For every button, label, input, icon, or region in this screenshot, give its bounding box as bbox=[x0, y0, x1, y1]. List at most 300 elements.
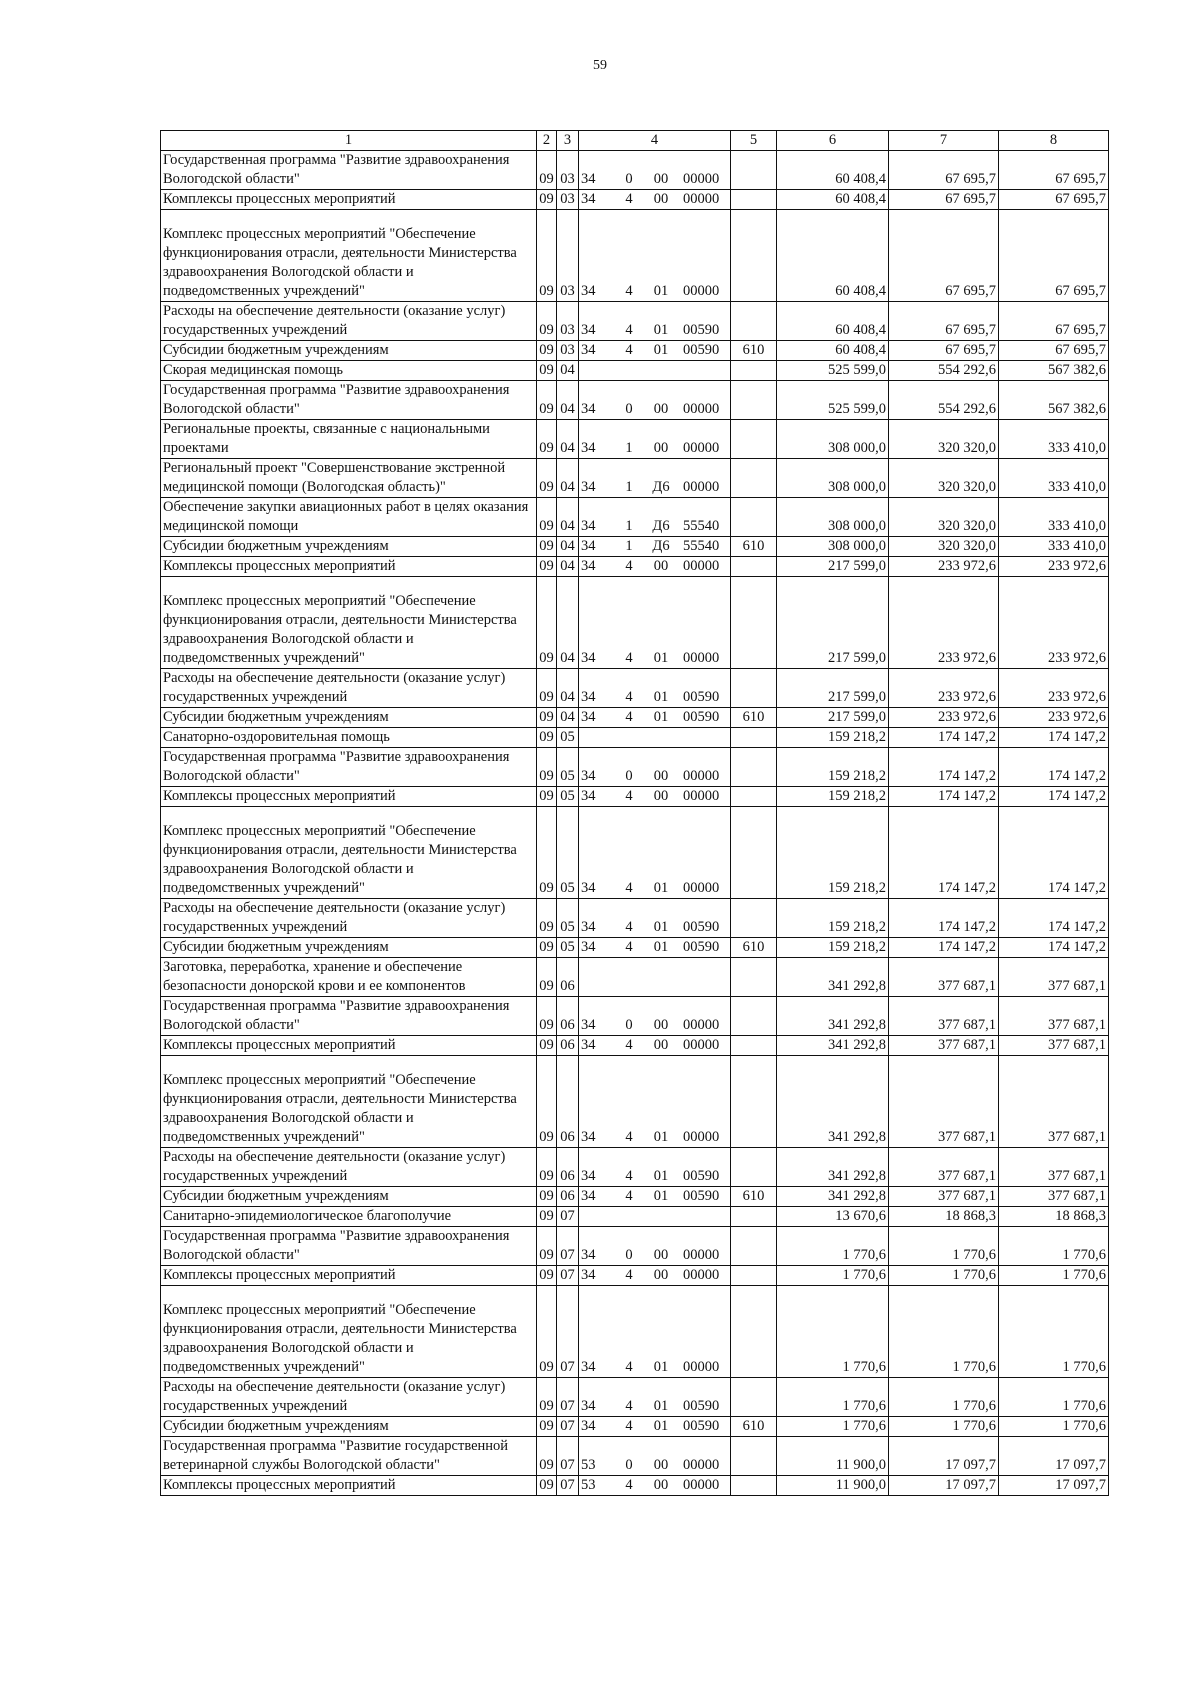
target-article-part-2: 4 bbox=[625, 322, 633, 338]
target-article-cell bbox=[579, 708, 731, 728]
subsection-code-cell: 05 bbox=[557, 748, 579, 787]
section-code-cell: 09 bbox=[537, 748, 557, 787]
target-article-part-4: 00000 bbox=[683, 479, 720, 495]
table-row bbox=[161, 708, 1109, 728]
amount-year-1-cell: 159 218,2 bbox=[777, 899, 889, 938]
amount-year-2-cell: 377 687,1 bbox=[889, 958, 999, 997]
section-code-cell: 09 bbox=[537, 1286, 557, 1378]
target-article-part-2: 4 bbox=[625, 1267, 633, 1283]
expense-type-cell bbox=[731, 381, 777, 420]
amount-year-1-cell: 308 000,0 bbox=[777, 537, 889, 557]
target-article-cell bbox=[579, 381, 731, 420]
expense-type-cell: 610 bbox=[731, 537, 777, 557]
target-article-cell bbox=[579, 302, 731, 341]
target-article-part-4: 00000 bbox=[683, 768, 720, 784]
expense-type-cell bbox=[731, 498, 777, 537]
amount-year-3-cell: 333 410,0 bbox=[999, 498, 1109, 537]
target-article-part-1: 34 bbox=[581, 709, 596, 725]
target-article-part-2: 0 bbox=[625, 1017, 633, 1033]
target-article-part-4: 00590 bbox=[683, 322, 720, 338]
target-article-part-3: 01 bbox=[653, 1359, 669, 1375]
item-name-cell: Комплексы процессных мероприятий bbox=[161, 1036, 537, 1056]
table-body bbox=[161, 151, 1109, 1496]
target-article-part-2: 4 bbox=[625, 1359, 633, 1375]
subsection-code-cell: 03 bbox=[557, 341, 579, 361]
item-name-cell: Расходы на обеспечение деятельности (оказание услуг) государственных учреждений bbox=[161, 1148, 537, 1187]
amount-year-3-cell: 174 147,2 bbox=[999, 728, 1109, 748]
subsection-code-cell: 06 bbox=[557, 958, 579, 997]
table-row bbox=[161, 899, 1109, 938]
section-code-cell: 09 bbox=[537, 1476, 557, 1496]
amount-year-1-cell: 60 408,4 bbox=[777, 341, 889, 361]
amount-year-1-cell: 1 770,6 bbox=[777, 1266, 889, 1286]
amount-year-3-cell: 377 687,1 bbox=[999, 997, 1109, 1036]
table-header-row bbox=[161, 131, 1109, 151]
target-article-part-2: 1 bbox=[625, 518, 633, 534]
target-article-part-4: 00000 bbox=[683, 191, 720, 207]
target-article-part-4: 00590 bbox=[683, 919, 720, 935]
amount-year-1-cell: 159 218,2 bbox=[777, 807, 889, 899]
amount-year-3-cell: 567 382,6 bbox=[999, 381, 1109, 420]
subsection-code-cell: 06 bbox=[557, 1056, 579, 1148]
section-code-cell: 09 bbox=[537, 1036, 557, 1056]
expense-type-cell bbox=[731, 1286, 777, 1378]
subsection-code-cell: 05 bbox=[557, 787, 579, 807]
item-name-cell: Субсидии бюджетным учреждениям bbox=[161, 1187, 537, 1207]
target-article-part-1: 34 bbox=[581, 342, 596, 358]
amount-year-2-cell: 18 868,3 bbox=[889, 1207, 999, 1227]
table-row bbox=[161, 210, 1109, 302]
header-col-8: 8 bbox=[999, 131, 1109, 151]
amount-year-2-cell: 174 147,2 bbox=[889, 748, 999, 787]
expense-type-cell: 610 bbox=[731, 938, 777, 958]
section-code-cell: 09 bbox=[537, 1187, 557, 1207]
item-name-cell: Государственная программа "Развитие здравоохранения Вологодской области" bbox=[161, 381, 537, 420]
target-article-cell bbox=[579, 577, 731, 669]
budget-table-container bbox=[160, 130, 1108, 1496]
amount-year-2-cell: 233 972,6 bbox=[889, 557, 999, 577]
expense-type-cell bbox=[731, 1476, 777, 1496]
subsection-code-cell: 05 bbox=[557, 938, 579, 958]
target-article-part-2: 4 bbox=[625, 283, 633, 299]
target-article-cell bbox=[579, 669, 731, 708]
target-article-part-1: 34 bbox=[581, 191, 596, 207]
subsection-code-cell: 05 bbox=[557, 899, 579, 938]
table-row bbox=[161, 1056, 1109, 1148]
subsection-code-cell: 07 bbox=[557, 1378, 579, 1417]
subsection-code-cell: 07 bbox=[557, 1417, 579, 1437]
expense-type-cell bbox=[731, 151, 777, 190]
subsection-code-cell: 04 bbox=[557, 498, 579, 537]
target-article-part-3: 01 bbox=[653, 650, 669, 666]
amount-year-1-cell: 308 000,0 bbox=[777, 459, 889, 498]
amount-year-3-cell: 174 147,2 bbox=[999, 938, 1109, 958]
expense-type-cell: 610 bbox=[731, 1417, 777, 1437]
amount-year-1-cell: 341 292,8 bbox=[777, 1056, 889, 1148]
target-article-part-1: 34 bbox=[581, 880, 596, 896]
section-code-cell: 09 bbox=[537, 420, 557, 459]
target-article-part-1: 34 bbox=[581, 1017, 596, 1033]
section-code-cell: 09 bbox=[537, 577, 557, 669]
amount-year-1-cell: 1 770,6 bbox=[777, 1286, 889, 1378]
amount-year-1-cell: 525 599,0 bbox=[777, 361, 889, 381]
amount-year-3-cell: 333 410,0 bbox=[999, 537, 1109, 557]
amount-year-3-cell: 233 972,6 bbox=[999, 669, 1109, 708]
table-row bbox=[161, 459, 1109, 498]
item-name-cell: Санитарно-эпидемиологическое благополучие bbox=[161, 1207, 537, 1227]
target-article-part-4: 00000 bbox=[683, 440, 720, 456]
target-article-part-2: 4 bbox=[625, 650, 633, 666]
target-article-part-3: 00 bbox=[653, 1037, 669, 1053]
amount-year-1-cell: 217 599,0 bbox=[777, 577, 889, 669]
target-article-cell bbox=[579, 807, 731, 899]
section-code-cell: 09 bbox=[537, 537, 557, 557]
target-article-cell bbox=[579, 1286, 731, 1378]
expense-type-cell bbox=[731, 958, 777, 997]
subsection-code-cell: 04 bbox=[557, 459, 579, 498]
amount-year-1-cell: 159 218,2 bbox=[777, 748, 889, 787]
target-article-cell bbox=[579, 459, 731, 498]
subsection-code-cell: 03 bbox=[557, 190, 579, 210]
section-code-cell: 09 bbox=[537, 190, 557, 210]
target-article-part-4: 00000 bbox=[683, 171, 720, 187]
amount-year-2-cell: 377 687,1 bbox=[889, 1056, 999, 1148]
item-name-cell: Субсидии бюджетным учреждениям bbox=[161, 1417, 537, 1437]
target-article-part-1: 34 bbox=[581, 401, 596, 417]
target-article-part-1: 34 bbox=[581, 1168, 596, 1184]
section-code-cell: 09 bbox=[537, 361, 557, 381]
amount-year-3-cell: 333 410,0 bbox=[999, 459, 1109, 498]
amount-year-1-cell: 60 408,4 bbox=[777, 210, 889, 302]
item-name-cell: Комплекс процессных мероприятий "Обеспечение функционирования отрасли, деятельности Министерства здравоохранения Вологодской области и подведомственных учреждений" bbox=[161, 1056, 537, 1148]
section-code-cell: 09 bbox=[537, 1148, 557, 1187]
subsection-code-cell: 05 bbox=[557, 728, 579, 748]
item-name-cell: Санаторно-оздоровительная помощь bbox=[161, 728, 537, 748]
target-article-part-3: 01 bbox=[653, 322, 669, 338]
target-article-part-1: 53 bbox=[581, 1477, 596, 1493]
amount-year-1-cell: 525 599,0 bbox=[777, 381, 889, 420]
target-article-part-3: 00 bbox=[653, 1457, 669, 1473]
target-article-part-2: 4 bbox=[625, 788, 633, 804]
target-article-cell bbox=[579, 557, 731, 577]
target-article-part-2: 4 bbox=[625, 1129, 633, 1145]
subsection-code-cell: 06 bbox=[557, 1036, 579, 1056]
target-article-part-3: 00 bbox=[653, 440, 669, 456]
target-article-cell bbox=[579, 361, 731, 381]
item-name-cell: Комплексы процессных мероприятий bbox=[161, 557, 537, 577]
subsection-code-cell: 04 bbox=[557, 420, 579, 459]
target-article-part-1: 34 bbox=[581, 479, 596, 495]
target-article-part-1: 34 bbox=[581, 1188, 596, 1204]
expense-type-cell bbox=[731, 1036, 777, 1056]
table-row bbox=[161, 190, 1109, 210]
target-article-part-1: 34 bbox=[581, 788, 596, 804]
item-name-cell: Субсидии бюджетным учреждениям bbox=[161, 341, 537, 361]
section-code-cell: 09 bbox=[537, 557, 557, 577]
amount-year-1-cell: 217 599,0 bbox=[777, 557, 889, 577]
target-article-cell bbox=[579, 958, 731, 997]
target-article-part-3: 01 bbox=[653, 939, 669, 955]
target-article-part-3: 01 bbox=[653, 1398, 669, 1414]
amount-year-3-cell: 377 687,1 bbox=[999, 1187, 1109, 1207]
table-row bbox=[161, 577, 1109, 669]
table-row bbox=[161, 1266, 1109, 1286]
section-code-cell: 09 bbox=[537, 1378, 557, 1417]
amount-year-1-cell: 341 292,8 bbox=[777, 958, 889, 997]
target-article-part-3: 01 bbox=[653, 1418, 669, 1434]
target-article-part-2: 1 bbox=[625, 440, 633, 456]
amount-year-2-cell: 377 687,1 bbox=[889, 1148, 999, 1187]
section-code-cell: 09 bbox=[537, 381, 557, 420]
amount-year-2-cell: 17 097,7 bbox=[889, 1476, 999, 1496]
section-code-cell: 09 bbox=[537, 302, 557, 341]
expense-type-cell: 610 bbox=[731, 708, 777, 728]
expense-type-cell bbox=[731, 1056, 777, 1148]
amount-year-3-cell: 67 695,7 bbox=[999, 210, 1109, 302]
target-article-part-1: 34 bbox=[581, 768, 596, 784]
section-code-cell: 09 bbox=[537, 1417, 557, 1437]
header-col-1: 1 bbox=[161, 131, 537, 151]
item-name-cell: Комплекс процессных мероприятий "Обеспечение функционирования отрасли, деятельности Министерства здравоохранения Вологодской области и подведомственных учреждений" bbox=[161, 807, 537, 899]
target-article-cell bbox=[579, 190, 731, 210]
section-code-cell: 09 bbox=[537, 459, 557, 498]
amount-year-3-cell: 377 687,1 bbox=[999, 958, 1109, 997]
amount-year-2-cell: 1 770,6 bbox=[889, 1227, 999, 1266]
target-article-cell bbox=[579, 748, 731, 787]
table-row bbox=[161, 557, 1109, 577]
expense-type-cell bbox=[731, 807, 777, 899]
amount-year-1-cell: 341 292,8 bbox=[777, 1187, 889, 1207]
section-code-cell: 09 bbox=[537, 807, 557, 899]
amount-year-2-cell: 233 972,6 bbox=[889, 708, 999, 728]
amount-year-3-cell: 1 770,6 bbox=[999, 1417, 1109, 1437]
target-article-part-2: 0 bbox=[625, 401, 633, 417]
section-code-cell: 09 bbox=[537, 899, 557, 938]
item-name-cell: Комплексы процессных мероприятий bbox=[161, 1266, 537, 1286]
target-article-part-2: 1 bbox=[625, 538, 633, 554]
target-article-part-2: 4 bbox=[625, 558, 633, 574]
amount-year-2-cell: 377 687,1 bbox=[889, 997, 999, 1036]
header-col-2: 2 bbox=[537, 131, 557, 151]
target-article-cell bbox=[579, 1148, 731, 1187]
target-article-cell bbox=[579, 1378, 731, 1417]
target-article-part-3: 00 bbox=[653, 788, 669, 804]
target-article-part-4: 00000 bbox=[683, 1267, 720, 1283]
amount-year-2-cell: 174 147,2 bbox=[889, 807, 999, 899]
subsection-code-cell: 07 bbox=[557, 1266, 579, 1286]
target-article-cell bbox=[579, 341, 731, 361]
target-article-part-4: 00000 bbox=[683, 401, 720, 417]
amount-year-2-cell: 174 147,2 bbox=[889, 787, 999, 807]
amount-year-2-cell: 1 770,6 bbox=[889, 1378, 999, 1417]
target-article-part-2: 0 bbox=[625, 171, 633, 187]
subsection-code-cell: 03 bbox=[557, 151, 579, 190]
target-article-part-1: 34 bbox=[581, 1359, 596, 1375]
target-article-part-1: 34 bbox=[581, 1247, 596, 1263]
target-article-part-2: 4 bbox=[625, 919, 633, 935]
table-row bbox=[161, 728, 1109, 748]
item-name-cell: Региональные проекты, связанные с национальными проектами bbox=[161, 420, 537, 459]
item-name-cell: Комплексы процессных мероприятий bbox=[161, 787, 537, 807]
amount-year-1-cell: 11 900,0 bbox=[777, 1437, 889, 1476]
item-name-cell: Комплексы процессных мероприятий bbox=[161, 190, 537, 210]
target-article-part-3: Д6 bbox=[652, 479, 670, 495]
target-article-part-1: 34 bbox=[581, 650, 596, 666]
target-article-part-3: 01 bbox=[653, 1188, 669, 1204]
target-article-part-4: 00590 bbox=[683, 689, 720, 705]
amount-year-3-cell: 333 410,0 bbox=[999, 420, 1109, 459]
amount-year-2-cell: 1 770,6 bbox=[889, 1266, 999, 1286]
target-article-part-3: 01 bbox=[653, 342, 669, 358]
amount-year-3-cell: 1 770,6 bbox=[999, 1227, 1109, 1266]
target-article-part-3: 01 bbox=[653, 919, 669, 935]
target-article-part-1: 34 bbox=[581, 518, 596, 534]
table-row bbox=[161, 302, 1109, 341]
amount-year-3-cell: 174 147,2 bbox=[999, 787, 1109, 807]
amount-year-2-cell: 320 320,0 bbox=[889, 459, 999, 498]
expense-type-cell bbox=[731, 899, 777, 938]
target-article-part-3: 00 bbox=[653, 191, 669, 207]
target-article-part-2: 4 bbox=[625, 1037, 633, 1053]
table-row bbox=[161, 938, 1109, 958]
amount-year-2-cell: 67 695,7 bbox=[889, 302, 999, 341]
table-row bbox=[161, 341, 1109, 361]
target-article-part-4: 00590 bbox=[683, 1168, 720, 1184]
expense-type-cell bbox=[731, 302, 777, 341]
table-row bbox=[161, 1286, 1109, 1378]
amount-year-3-cell: 67 695,7 bbox=[999, 190, 1109, 210]
table-row bbox=[161, 1148, 1109, 1187]
amount-year-1-cell: 217 599,0 bbox=[777, 669, 889, 708]
section-code-cell: 09 bbox=[537, 151, 557, 190]
item-name-cell: Расходы на обеспечение деятельности (оказание услуг) государственных учреждений bbox=[161, 1378, 537, 1417]
target-article-part-4: 00590 bbox=[683, 342, 720, 358]
subsection-code-cell: 07 bbox=[557, 1437, 579, 1476]
target-article-cell bbox=[579, 787, 731, 807]
target-article-part-3: 01 bbox=[653, 689, 669, 705]
target-article-part-2: 4 bbox=[625, 939, 633, 955]
target-article-part-1: 34 bbox=[581, 171, 596, 187]
subsection-code-cell: 04 bbox=[557, 557, 579, 577]
amount-year-3-cell: 377 687,1 bbox=[999, 1148, 1109, 1187]
amount-year-2-cell: 320 320,0 bbox=[889, 498, 999, 537]
amount-year-3-cell: 18 868,3 bbox=[999, 1207, 1109, 1227]
item-name-cell: Расходы на обеспечение деятельности (оказание услуг) государственных учреждений bbox=[161, 302, 537, 341]
target-article-cell bbox=[579, 420, 731, 459]
subsection-code-cell: 05 bbox=[557, 807, 579, 899]
expense-type-cell bbox=[731, 361, 777, 381]
amount-year-2-cell: 233 972,6 bbox=[889, 577, 999, 669]
subsection-code-cell: 07 bbox=[557, 1227, 579, 1266]
target-article-part-4: 00000 bbox=[683, 1037, 720, 1053]
subsection-code-cell: 06 bbox=[557, 1187, 579, 1207]
target-article-cell bbox=[579, 899, 731, 938]
target-article-part-2: 0 bbox=[625, 768, 633, 784]
expense-type-cell bbox=[731, 1148, 777, 1187]
target-article-part-3: 00 bbox=[653, 401, 669, 417]
target-article-cell bbox=[579, 997, 731, 1036]
table-row bbox=[161, 151, 1109, 190]
amount-year-3-cell: 1 770,6 bbox=[999, 1378, 1109, 1417]
amount-year-3-cell: 67 695,7 bbox=[999, 341, 1109, 361]
amount-year-1-cell: 159 218,2 bbox=[777, 728, 889, 748]
amount-year-2-cell: 67 695,7 bbox=[889, 341, 999, 361]
target-article-part-4: 00000 bbox=[683, 283, 720, 299]
target-article-part-1: 34 bbox=[581, 283, 596, 299]
target-article-part-3: 00 bbox=[653, 171, 669, 187]
table-row bbox=[161, 1378, 1109, 1417]
target-article-part-1: 34 bbox=[581, 1129, 596, 1145]
target-article-part-3: 01 bbox=[653, 1129, 669, 1145]
target-article-cell bbox=[579, 210, 731, 302]
table-row bbox=[161, 748, 1109, 787]
target-article-cell bbox=[579, 938, 731, 958]
item-name-cell: Государственная программа "Развитие здравоохранения Вологодской области" bbox=[161, 151, 537, 190]
item-name-cell: Комплексы процессных мероприятий bbox=[161, 1476, 537, 1496]
target-article-cell bbox=[579, 1207, 731, 1227]
table-row bbox=[161, 958, 1109, 997]
amount-year-1-cell: 1 770,6 bbox=[777, 1378, 889, 1417]
item-name-cell: Комплекс процессных мероприятий "Обеспечение функционирования отрасли, деятельности Министерства здравоохранения Вологодской области и подведомственных учреждений" bbox=[161, 1286, 537, 1378]
amount-year-1-cell: 341 292,8 bbox=[777, 997, 889, 1036]
target-article-part-3: Д6 bbox=[652, 538, 670, 554]
amount-year-3-cell: 1 770,6 bbox=[999, 1266, 1109, 1286]
target-article-cell bbox=[579, 1266, 731, 1286]
item-name-cell: Комплекс процессных мероприятий "Обеспечение функционирования отрасли, деятельности Министерства здравоохранения Вологодской области и подведомственных учреждений" bbox=[161, 210, 537, 302]
amount-year-2-cell: 377 687,1 bbox=[889, 1187, 999, 1207]
header-col-5: 5 bbox=[731, 131, 777, 151]
target-article-part-1: 34 bbox=[581, 1267, 596, 1283]
section-code-cell: 09 bbox=[537, 1266, 557, 1286]
target-article-part-4: 00000 bbox=[683, 1017, 720, 1033]
table-row bbox=[161, 669, 1109, 708]
target-article-part-3: Д6 bbox=[652, 518, 670, 534]
amount-year-2-cell: 554 292,6 bbox=[889, 381, 999, 420]
table-row bbox=[161, 498, 1109, 537]
amount-year-3-cell: 233 972,6 bbox=[999, 708, 1109, 728]
section-code-cell: 09 bbox=[537, 728, 557, 748]
target-article-part-2: 1 bbox=[625, 479, 633, 495]
subsection-code-cell: 04 bbox=[557, 708, 579, 728]
target-article-part-4: 00000 bbox=[683, 880, 720, 896]
target-article-part-4: 00000 bbox=[683, 788, 720, 804]
target-article-part-1: 34 bbox=[581, 558, 596, 574]
subsection-code-cell: 06 bbox=[557, 997, 579, 1036]
expense-type-cell bbox=[731, 210, 777, 302]
target-article-part-3: 00 bbox=[653, 1017, 669, 1033]
subsection-code-cell: 04 bbox=[557, 381, 579, 420]
subsection-code-cell: 07 bbox=[557, 1286, 579, 1378]
table-row bbox=[161, 1437, 1109, 1476]
target-article-part-1: 34 bbox=[581, 1037, 596, 1053]
target-article-cell bbox=[579, 1187, 731, 1207]
table-row bbox=[161, 1476, 1109, 1496]
amount-year-2-cell: 67 695,7 bbox=[889, 151, 999, 190]
target-article-part-4: 00000 bbox=[683, 1129, 720, 1145]
table-row bbox=[161, 420, 1109, 459]
section-code-cell: 09 bbox=[537, 669, 557, 708]
target-article-part-4: 00000 bbox=[683, 1457, 720, 1473]
target-article-part-3: 01 bbox=[653, 283, 669, 299]
target-article-part-1: 34 bbox=[581, 440, 596, 456]
target-article-part-1: 34 bbox=[581, 939, 596, 955]
amount-year-1-cell: 60 408,4 bbox=[777, 190, 889, 210]
item-name-cell: Государственная программа "Развитие здравоохранения Вологодской области" bbox=[161, 748, 537, 787]
amount-year-2-cell: 174 147,2 bbox=[889, 899, 999, 938]
amount-year-2-cell: 1 770,6 bbox=[889, 1286, 999, 1378]
table-row bbox=[161, 537, 1109, 557]
section-code-cell: 09 bbox=[537, 1056, 557, 1148]
